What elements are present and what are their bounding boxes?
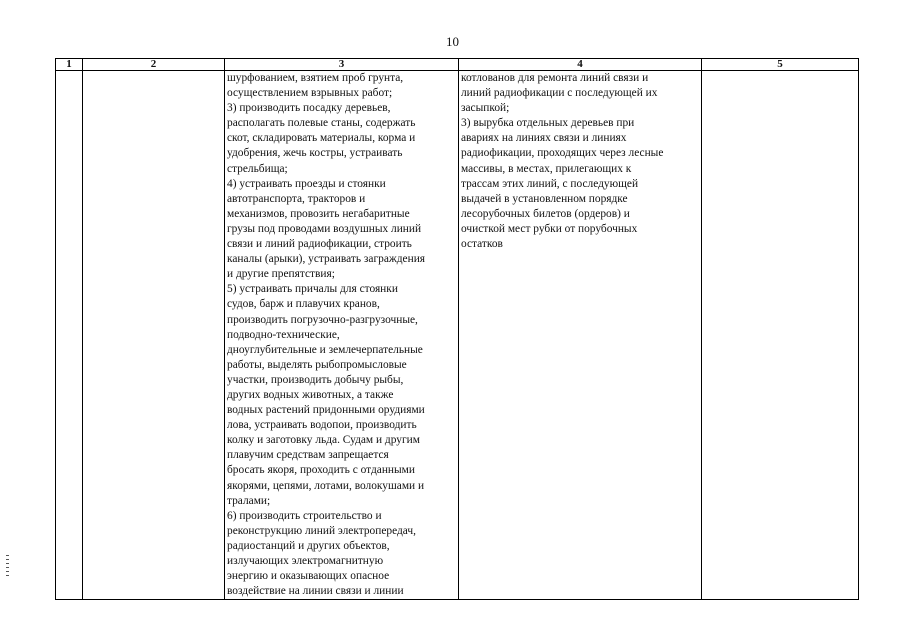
header-col-5: 5 [702, 59, 859, 71]
header-col-3: 3 [225, 59, 459, 71]
cell-col-4-text: котлованов для ремонта линий связи и линий радиофикации с последующей их засыпкой; 3) вырубка отдельных деревьев при авариях на линиях связи и линиях радиофикации, проходящих через лесные массивы, в местах, прилегающих к трассам этих линий, с последующей выдачей в установленном порядке лесорубочных билетов (ордеров) и очисткой мест рубки от порубочных остатков [461, 72, 664, 251]
header-col-4: 4 [459, 59, 702, 71]
cell-col-3-text: шурфованием, взятием проб грунта, осуществлением взрывных работ; 3) производить посадку деревьев, располагать полевые станы, содержать скот, складировать материалы, корма и удобрения, жечь костры, устраивать стрельбища; 4) устраивать проезды и стоянки автотранспорта, тракторов и механизмов, провозить негабаритные грузы под проводами воздушных линий связи и линий радиофикации, строить каналы (арыки), устраивать заграждения и другие препятствия; 5) устраивать причалы для стоянки судов, барж и плавучих кранов, производить погрузочно-разгрузочные, подводно-технические, дноуглубительные и землечерпательные работы, выделять рыбопромысловые участки, производить добычу рыбы, других водных животных, а также водных растений придонными орудиями лова, устраивать водопои, производить колку и заготовку льда. Судам и другим плавучим средствам запрещается бросать якоря, проходить с отданными якорями, цепями, лотами, волокушами и тралами; 6) производить строительство и реконструкцию линий электропередач, радиостанций и других объектов, излучающих электромагнитную энергию и оказывающих опасное воздействие на линии связи и линии [227, 72, 426, 598]
cell-col-4 [459, 71, 702, 600]
header-row [56, 59, 859, 71]
page-number: 10 [446, 34, 459, 49]
header-col-2: 2 [83, 59, 225, 71]
table-row [56, 71, 859, 600]
scan-margin-mark [6, 555, 9, 577]
cell-col-2 [83, 71, 225, 600]
cell-col-1 [56, 71, 83, 600]
regulation-table [55, 58, 859, 600]
cell-col-5 [702, 71, 859, 600]
cell-col-3 [225, 71, 459, 600]
header-col-1: 1 [56, 59, 83, 71]
